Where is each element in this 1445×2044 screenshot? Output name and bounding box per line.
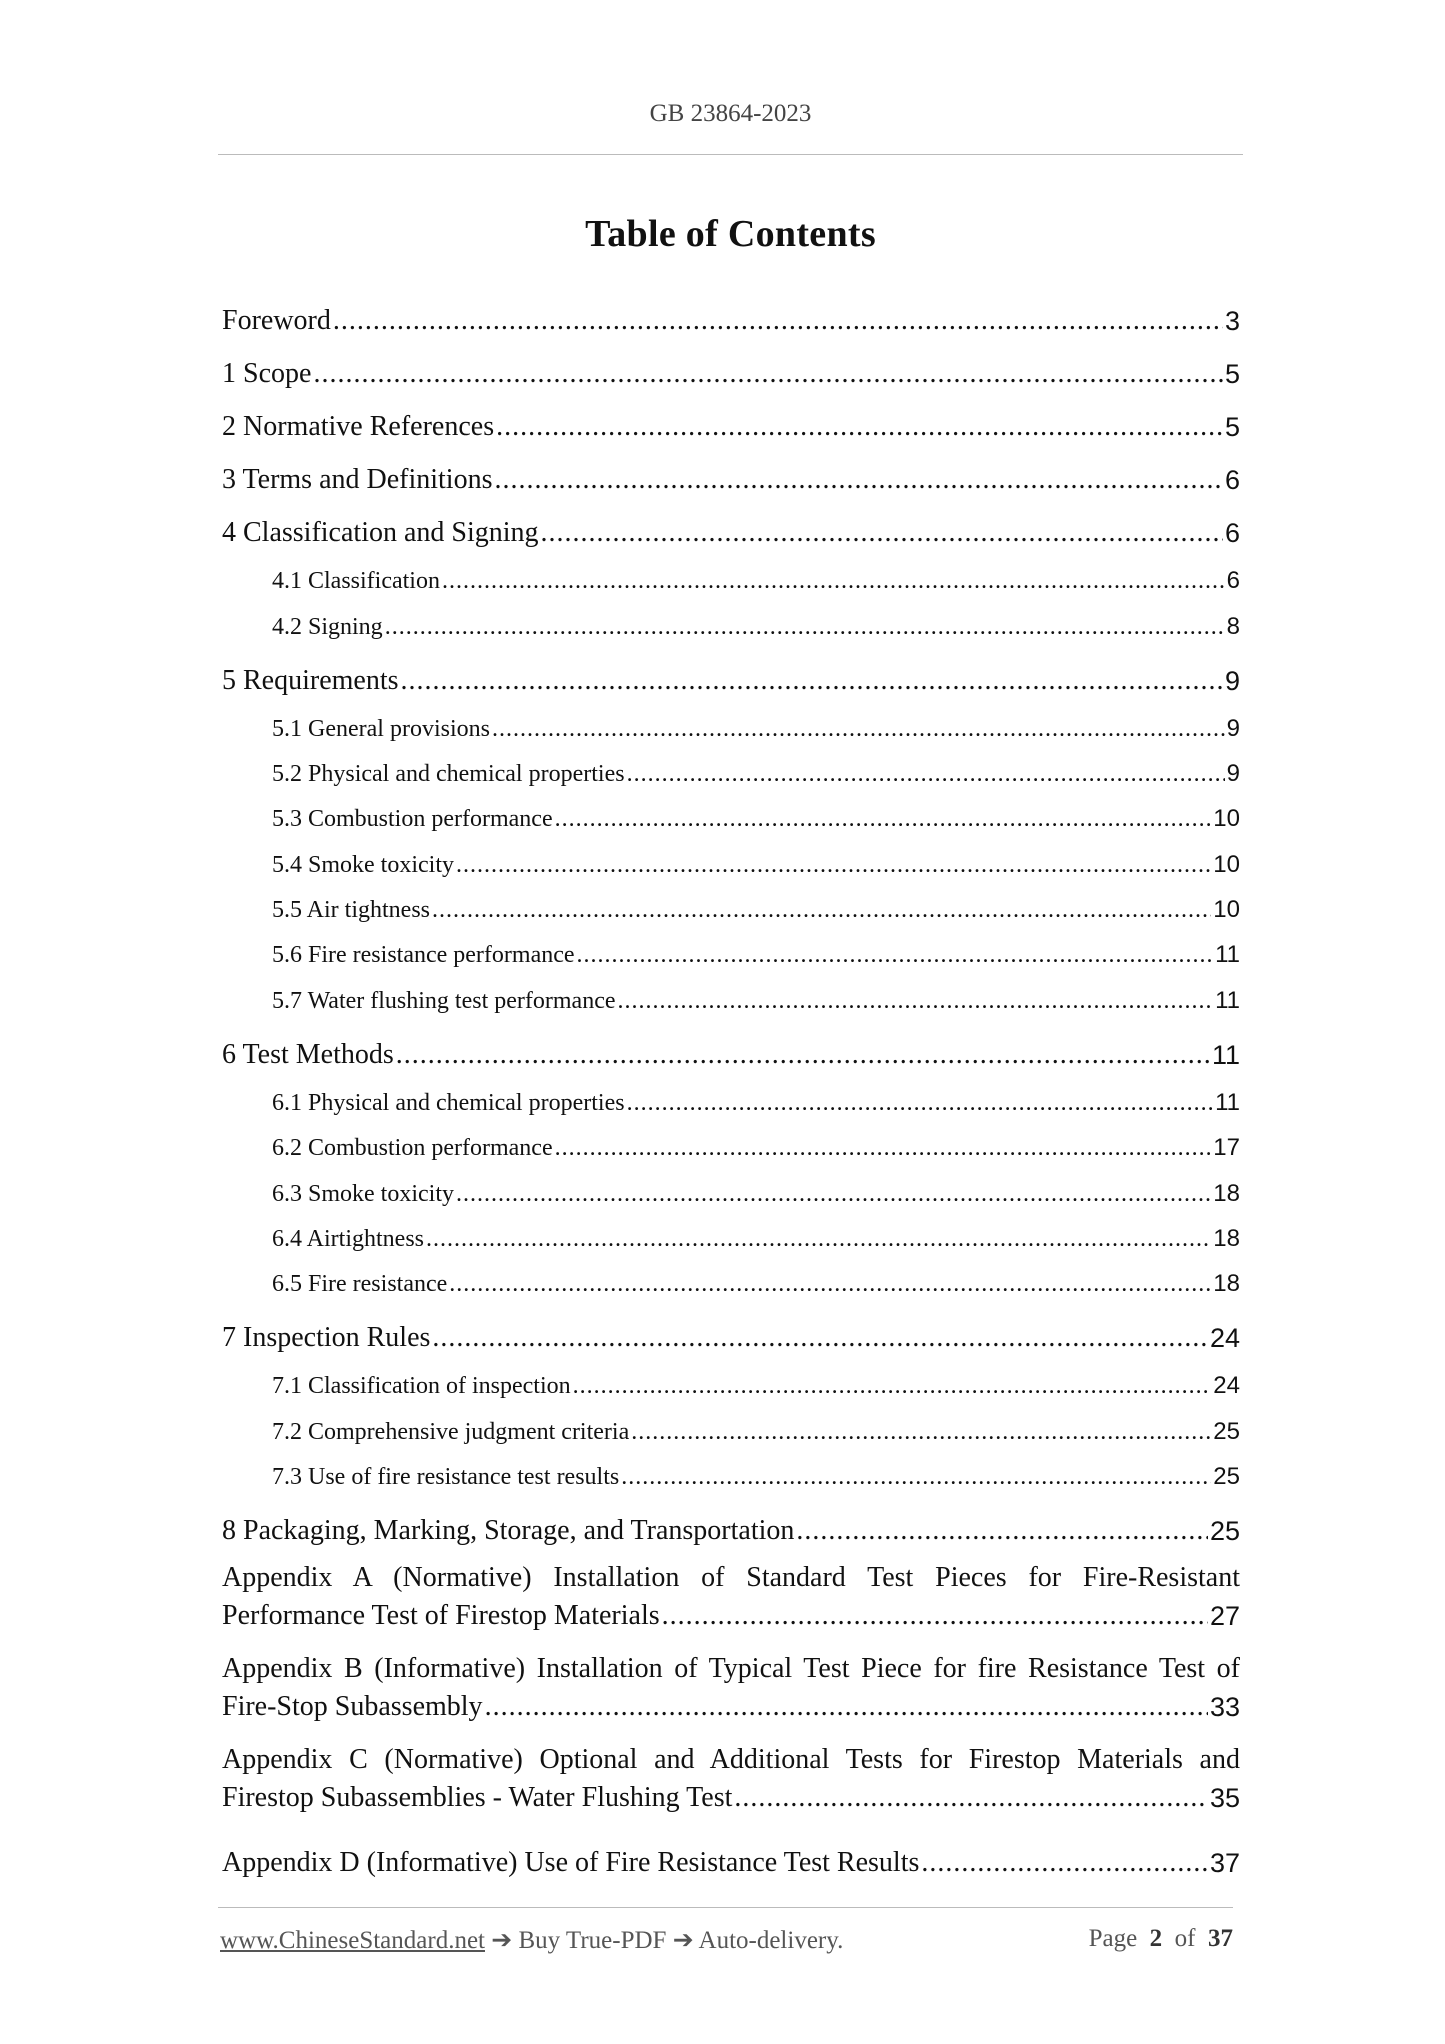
toc-entry[interactable]	[222, 343, 1240, 396]
page-current: 2	[1149, 1925, 1163, 1952]
dot-leader	[456, 846, 1211, 884]
toc-entry-page: 6	[1224, 518, 1240, 548]
dot-leader	[496, 405, 1223, 449]
document-header: GB 23864-2023	[649, 100, 812, 127]
toc-entry-page: 10	[1213, 896, 1240, 924]
dot-leader	[631, 1413, 1211, 1451]
toc-entry-label: 2 Normative References	[222, 411, 495, 442]
toc-entry-page: 3	[1224, 306, 1240, 336]
toc-entry-page: 5	[1224, 412, 1240, 442]
toc-entry-page: 33	[1209, 1692, 1240, 1723]
page-total: 37	[1208, 1925, 1233, 1952]
dot-leader	[577, 936, 1214, 974]
header-divider	[218, 154, 1243, 155]
toc-entry[interactable]	[222, 502, 1240, 555]
dot-leader	[555, 1129, 1212, 1167]
toc-entry-page: 6	[1226, 567, 1240, 595]
page-number	[1089, 1925, 1233, 1955]
toc-subentry[interactable]	[222, 1360, 1240, 1405]
toc-entry-label: 5.1 General provisions	[272, 715, 490, 742]
toc-entry-label: 6.3 Smoke toxicity	[272, 1180, 454, 1207]
toc-subentry[interactable]	[222, 974, 1240, 1019]
toc-subentry[interactable]	[222, 929, 1240, 974]
toc-entry-label: 8 Packaging, Marking, Storage, and Transportation	[222, 1515, 795, 1547]
arrow-icon: ➔	[491, 1927, 513, 1954]
toc-subentry[interactable]	[222, 1167, 1240, 1212]
dot-leader	[662, 1597, 1208, 1635]
toc-entry-label: 7.2 Comprehensive judgment criteria	[272, 1418, 630, 1445]
toc-entry-label: 6.2 Combustion performance	[272, 1135, 553, 1162]
toc-entry-label: 4.2 Signing	[272, 613, 383, 640]
toc-subentry[interactable]	[222, 703, 1240, 748]
footer-left	[220, 1925, 843, 1955]
dot-leader	[485, 1688, 1208, 1726]
dot-leader	[456, 1175, 1211, 1213]
dot-leader	[573, 1367, 1212, 1405]
toc-entry[interactable]	[222, 396, 1240, 449]
dot-leader	[449, 1265, 1211, 1303]
toc-entry-page: 9	[1226, 714, 1240, 742]
toc-entry[interactable]	[222, 650, 1240, 703]
dot-leader	[555, 800, 1212, 838]
dot-leader	[333, 299, 1223, 343]
toc-appendix-entry[interactable]	[222, 1832, 1240, 1885]
toc-appendix-entry[interactable]	[222, 1559, 1240, 1635]
appendix-title-line1: Appendix B (Informative) Installation of Typical Test Piece for fire Resistance Test of	[222, 1653, 1240, 1685]
toc-entry[interactable]	[222, 290, 1240, 343]
toc-entry-page: 11	[1215, 941, 1240, 969]
toc-entry-page: 25	[1213, 1417, 1240, 1445]
toc-entry-page: 17	[1213, 1134, 1240, 1162]
toc-subentry[interactable]	[222, 748, 1240, 793]
toc-subentry[interactable]	[222, 793, 1240, 838]
page-footer	[220, 1925, 1233, 1955]
toc-entry-label: 1 Scope	[222, 358, 312, 389]
appendix-title-line2-text: Firestop Subassemblies - Water Flushing Test	[222, 1782, 733, 1814]
dot-leader	[627, 755, 1225, 793]
toc-entry-page: 18	[1213, 1270, 1240, 1298]
toc-entry-page: 6	[1224, 465, 1240, 495]
toc-subentry[interactable]	[222, 1213, 1240, 1258]
toc-entry-page: 24	[1213, 1372, 1240, 1400]
toc-entry-label: 4.1 Classification	[272, 568, 440, 595]
toc-subentry[interactable]	[222, 555, 1240, 600]
website-link[interactable]: www.ChineseStandard.net	[220, 1927, 485, 1954]
toc-entry-page: 10	[1213, 805, 1240, 833]
toc-entry-label: 5.3 Combustion performance	[272, 806, 553, 833]
toc-entry-label: 5.2 Physical and chemical properties	[272, 761, 625, 788]
dot-leader	[492, 710, 1225, 748]
appendix-title-line2-text: Performance Test of Firestop Materials	[222, 1600, 660, 1632]
dot-leader	[432, 891, 1211, 929]
toc-entry-label: 7.3 Use of fire resistance test results	[272, 1464, 620, 1491]
toc-entry-label: 6 Test Methods	[222, 1038, 394, 1070]
appendix-title-line2	[222, 1597, 1240, 1635]
dot-leader	[621, 1458, 1211, 1496]
toc-entry-label: 5 Requirements	[222, 664, 399, 696]
toc-entry-page: 9	[1226, 760, 1240, 788]
toc-entry-label: 5.4 Smoke toxicity	[272, 851, 454, 878]
appendix-title-line1: Appendix C (Normative) Optional and Additional Tests for Firestop Materials and	[222, 1744, 1240, 1776]
toc-entry[interactable]	[222, 449, 1240, 502]
toc-entry-page: 5	[1224, 359, 1240, 389]
toc-entry-label: 5.5 Air tightness	[272, 897, 431, 924]
arrow-icon: ➔	[672, 1927, 694, 1954]
toc-entry-page: 11	[1211, 1039, 1240, 1070]
toc-entry-label: Appendix D (Informative) Use of Fire Resistance Test Results	[222, 1847, 920, 1879]
toc-entry-label: 7.1 Classification of inspection	[272, 1373, 571, 1400]
toc-entry-label: 6.5 Fire resistance	[272, 1271, 448, 1298]
page-title: Table of Contents	[585, 213, 876, 255]
toc-appendix-entry[interactable]	[222, 1650, 1240, 1726]
toc-subentry[interactable]	[222, 1451, 1240, 1496]
appendix-title-line2-text: Fire-Stop Subassembly	[222, 1691, 483, 1723]
dot-leader	[401, 659, 1223, 703]
appendix-title-line1: Appendix A (Normative) Installation of Standard Test Pieces for Fire-Resistant	[222, 1562, 1240, 1594]
dot-leader	[796, 1509, 1208, 1553]
dot-leader	[618, 982, 1214, 1020]
toc-entry[interactable]	[222, 1024, 1240, 1077]
toc-entry-page: 37	[1209, 1848, 1240, 1879]
dot-leader	[432, 1316, 1208, 1360]
toc-entry-page: 24	[1209, 1323, 1240, 1354]
toc-subentry[interactable]	[222, 1077, 1240, 1122]
dot-leader	[627, 1084, 1214, 1122]
toc-entry-page: 35	[1209, 1783, 1240, 1814]
toc-entry[interactable]	[222, 1500, 1240, 1553]
toc-entry-label: 7 Inspection Rules	[222, 1322, 431, 1354]
dot-leader	[313, 352, 1223, 396]
toc-entry-page: 10	[1213, 850, 1240, 878]
dot-leader	[734, 1779, 1208, 1817]
toc-entry-page: 27	[1209, 1601, 1240, 1632]
toc-entry-label: 5.7 Water flushing test performance	[272, 987, 616, 1014]
toc-appendix-entry[interactable]	[222, 1741, 1240, 1817]
auto-delivery-text: Auto-delivery.	[698, 1927, 844, 1954]
dot-leader	[921, 1841, 1208, 1885]
toc-entry-label: 3 Terms and Definitions	[222, 464, 493, 495]
of-word: of	[1174, 1925, 1196, 1952]
dot-leader	[426, 1220, 1211, 1258]
toc-entry-label: 5.6 Fire resistance performance	[272, 942, 575, 969]
toc-entry-label: Foreword	[222, 305, 331, 336]
toc-entry-label: 4 Classification and Signing	[222, 517, 539, 548]
toc-subentry[interactable]	[222, 600, 1240, 645]
dot-leader	[396, 1033, 1210, 1077]
toc-subentry[interactable]	[222, 884, 1240, 929]
toc-entry[interactable]	[222, 1307, 1240, 1360]
toc-entry-page: 18	[1213, 1224, 1240, 1252]
toc-entry-label: 6.1 Physical and chemical properties	[272, 1089, 625, 1116]
toc-entry-page: 25	[1209, 1516, 1240, 1547]
dot-leader	[494, 458, 1222, 502]
toc-subentry[interactable]	[222, 1258, 1240, 1303]
toc-entry-page: 9	[1224, 665, 1240, 696]
footer-divider	[218, 1907, 1233, 1908]
toc-entry-page: 11	[1215, 986, 1240, 1014]
toc-subentry[interactable]	[222, 838, 1240, 883]
dot-leader	[541, 511, 1223, 555]
table-of-contents	[222, 290, 1240, 1885]
dot-leader	[385, 608, 1225, 646]
appendix-title-line2	[222, 1779, 1240, 1817]
toc-entry-page: 18	[1213, 1179, 1240, 1207]
toc-entry-page: 25	[1213, 1463, 1240, 1491]
toc-entry-page: 8	[1226, 612, 1240, 640]
page-word: Page	[1088, 1925, 1138, 1952]
appendix-title-line2	[222, 1688, 1240, 1726]
toc-subentry[interactable]	[222, 1122, 1240, 1167]
toc-entry-label: 6.4 Airtightness	[272, 1225, 425, 1252]
toc-entry-page: 11	[1215, 1088, 1240, 1116]
toc-subentry[interactable]	[222, 1405, 1240, 1450]
dot-leader	[442, 562, 1225, 600]
buy-true-pdf-text: Buy True-PDF	[518, 1927, 667, 1954]
